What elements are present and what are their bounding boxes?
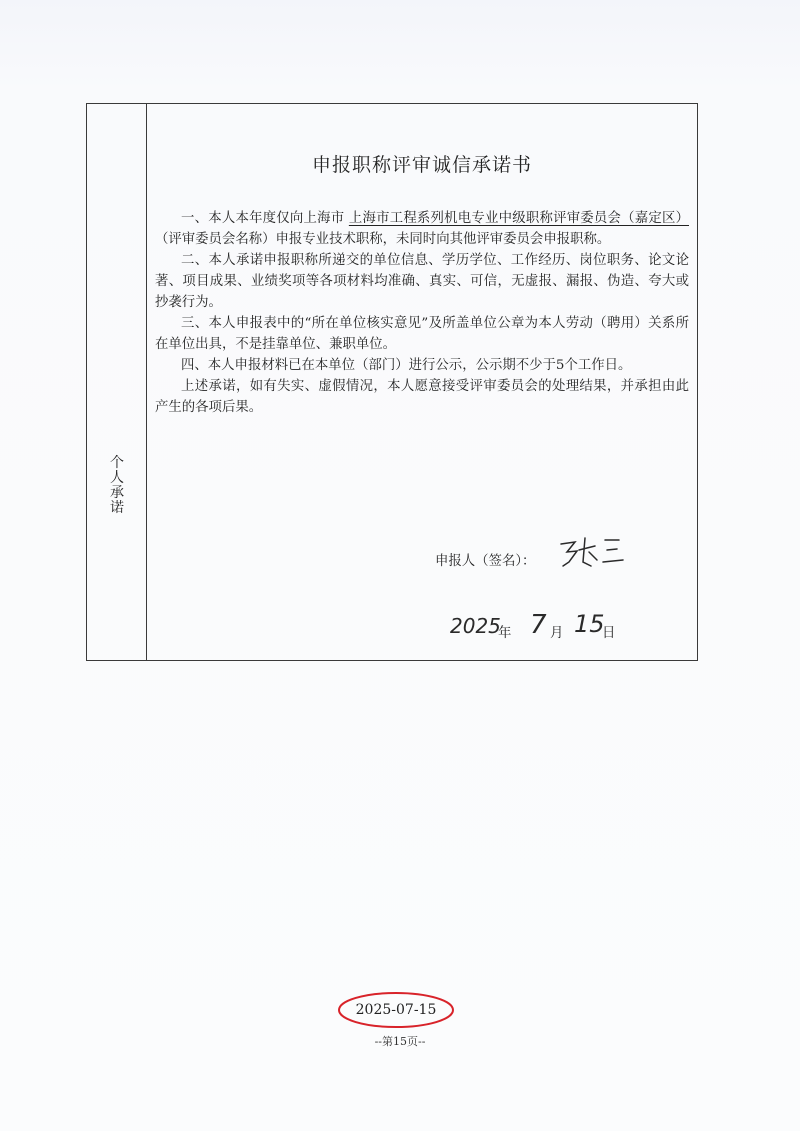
sign-date — [450, 610, 620, 650]
left-label-column — [87, 104, 147, 660]
paragraph-2: 二、本人承诺申报职称所递交的单位信息、学历学位、工作经历、岗位职务、论文论著、项目成果、业绩奖项等各项材料均准确、真实、可信，无虚报、漏报、伪造、夸大或抄袭行为。 — [155, 253, 689, 310]
commitment-body — [155, 208, 689, 418]
page-number: --第15页-- — [374, 1035, 426, 1048]
handwritten-signature — [553, 532, 633, 572]
document-title: 申报职称评审诚信承诺书 — [311, 154, 532, 176]
date-day: 15 — [574, 610, 605, 638]
para1-prefix: 一、本人本年度仅向上海市 — [181, 211, 345, 226]
paragraph-1 — [155, 208, 689, 250]
date-day-unit: 日 — [602, 626, 616, 641]
section-label: 个人承诺 — [110, 455, 124, 516]
paragraph-5: 上述承诺，如有失实、虚假情况，本人愿意接受评审委员会的处理结果，并承担由此产生的各项后果。 — [155, 379, 689, 415]
committee-name: 上海市工程系列机电专业中级职称评审委员会（嘉定区） — [348, 211, 689, 226]
date-month: 7 — [530, 610, 547, 640]
para1-suffix: （评审委员会名称）申报专业技术职称，未同时向其他评审委员会申报职称。 — [155, 232, 611, 247]
date-stamp — [337, 991, 455, 1029]
date-year-unit: 年 — [498, 626, 512, 641]
date-month-unit: 月 — [550, 626, 564, 641]
stamp-date-text: 2025-07-15 — [355, 1002, 437, 1018]
form-content — [147, 104, 697, 660]
signer-label: 申报人（签名）： — [435, 554, 536, 569]
paragraph-4: 四、本人申报材料已在本单位（部门）进行公示，公示期不少于5个工作日。 — [181, 358, 632, 373]
commitment-form — [86, 103, 698, 661]
date-year: 2025 — [450, 614, 501, 638]
paragraph-3: 三、本人申报表中的“所在单位核实意见”及所盖单位公章为本人劳动（聘用）关系所在单位出具，不是挂靠单位、兼职单位。 — [155, 316, 689, 352]
